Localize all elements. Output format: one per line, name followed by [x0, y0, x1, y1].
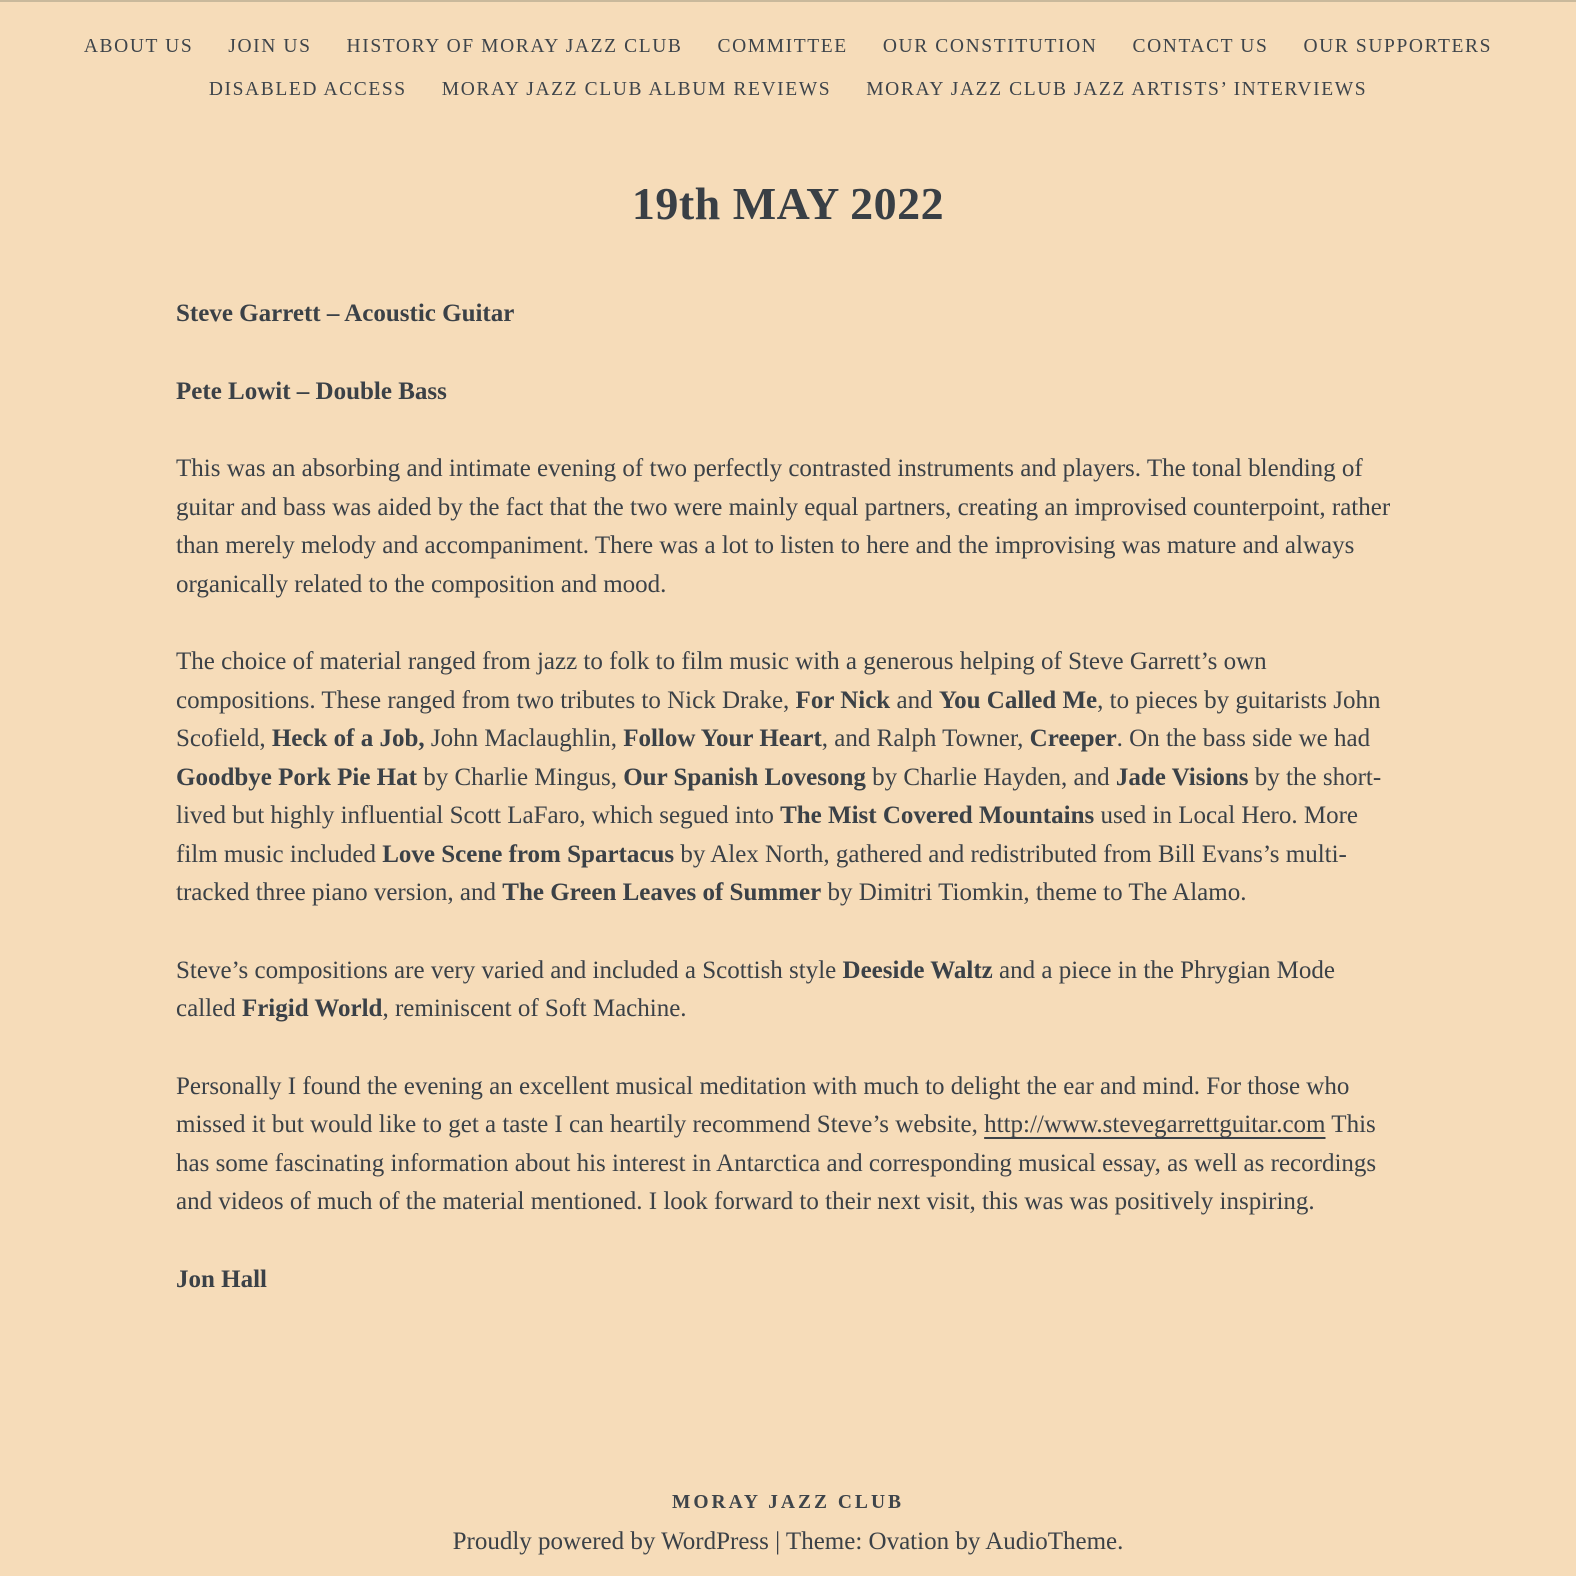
bold-text-run: Heck of a Job, [271, 725, 425, 752]
text-run: by Alex North, gathered and redistributed from Bill Evans’s multi-tracked three piano version, and [176, 840, 1347, 906]
text-run: , and Ralph Towner, [821, 725, 1030, 752]
paragraph-compositions [176, 952, 1400, 1029]
performer-line-guitar [176, 295, 1400, 334]
footer-credits [10, 1526, 1566, 1558]
bold-text-run: Love Scene from Spartacus [382, 840, 675, 868]
main-navigation [14, 2, 1562, 105]
nav-item-committee[interactable]: COMMITTEE [717, 36, 848, 57]
bold-text-run: Goodbye Pork Pie Hat [176, 763, 417, 791]
post-content [176, 295, 1400, 1299]
text-run: Steve’s compositions are very varied and included a Scottish style [176, 956, 843, 984]
text-run: . On the bass side we had [1116, 725, 1371, 752]
footer-site-title-link[interactable]: MORAY JAZZ CLUB [671, 1492, 905, 1513]
text-run: and a piece in the Phrygian Mode called [176, 956, 1336, 1022]
text-run: by Dimitri Tiomkin, theme to The Alamo. [821, 879, 1247, 906]
bold-text-run: Jade Visions [1115, 763, 1249, 791]
bold-text-run: The Green Leaves of Summer [502, 879, 822, 906]
paragraph-material [176, 643, 1400, 913]
text-run: by Charlie Mingus, [416, 763, 624, 791]
nav-item-about-us[interactable]: ABOUT US [83, 36, 194, 57]
text-run: This was an absorbing and intimate evening of two perfectly contrasted instruments and players. The tonal blending of guitar and bass was aided by the fact that the two were mainly equal partners, creating an improvised counterpoint, rather than merely melody and accompaniment. There was a lot to listen to here and the improvising was mature and always organically related to the composition and mood. [176, 455, 1391, 598]
performer-line-bass [176, 373, 1400, 412]
bold-text-run: You Called Me [938, 686, 1098, 714]
audiotheme-credit-link[interactable]: AudioTheme. [985, 1528, 1124, 1555]
author-signature [176, 1261, 1400, 1300]
text-run: , to pieces by guitarists John Scofield, [176, 686, 1381, 752]
nav-item-disabled-access[interactable]: DISABLED ACCESS [208, 79, 407, 100]
text-run: John Maclaughlin, [424, 725, 624, 752]
text-run: and [890, 686, 939, 714]
text-run: used in Local Hero. More film music included [176, 802, 1359, 868]
bold-text-run: Deeside Waltz [842, 956, 993, 984]
text-run: , reminiscent of Soft Machine. [382, 995, 687, 1022]
paragraph-intro [176, 450, 1400, 604]
text-run: Personally I found the evening an excellent musical meditation with much to delight the ear and mind. For those who missed it but would like to get a taste I can heartily recommend Steve’s website, [176, 1072, 1350, 1138]
bold-text-run: For Nick [795, 686, 891, 714]
nav-item-our-constitution[interactable]: OUR CONSTITUTION [882, 36, 1098, 57]
nav-item-album-reviews[interactable]: MORAY JAZZ CLUB ALBUM REVIEWS [441, 79, 832, 100]
nav-item-our-supporters[interactable]: OUR SUPPORTERS [1303, 36, 1493, 57]
bold-text-run: Frigid World [241, 995, 383, 1022]
text-run: by Charlie Hayden, and [865, 763, 1116, 791]
bold-text-run: Follow Your Heart [623, 725, 822, 752]
nav-item-join-us[interactable]: JOIN US [228, 36, 312, 57]
wordpress-credit-link[interactable]: Proudly powered by WordPress [452, 1528, 769, 1555]
bold-text-run: The Mist Covered Mountains [780, 802, 1095, 829]
stevegarrett-website-link[interactable]: http://www.stevegarrettguitar.com [984, 1111, 1326, 1138]
bold-text-run: Jon Hall [176, 1265, 267, 1293]
page-title: 19th MAY 2022 [631, 178, 945, 229]
bold-text-run: Creeper [1029, 725, 1117, 752]
bold-text-run: Steve Garrett – Acoustic Guitar [176, 300, 515, 327]
text-run: The choice of material ranged from jazz to folk to film music with a generous helping of Steve Garrett’s own compositions. These ranged from two tributes to Nick Drake, [176, 648, 1267, 714]
text-run: by the short-lived but highly influential Scott LaFaro, which segued into [176, 763, 1382, 829]
bold-text-run: Pete Lowit – Double Bass [176, 377, 447, 405]
nav-item-history-of-moray-jazz-club[interactable]: HISTORY OF MORAY JAZZ CLUB [346, 36, 683, 57]
site-footer [0, 1462, 1576, 1576]
paragraph-closing [176, 1068, 1400, 1222]
nav-item-contact-us[interactable]: CONTACT US [1132, 36, 1269, 57]
text-run: This has some fascinating information about his interest in Antarctica and corresponding musical essay, as well as recordings and videos of much of the material mentioned. I look forward to their next visit, this was was positively inspiring. [176, 1111, 1377, 1215]
nav-item-jazz-artists-interviews[interactable]: MORAY JAZZ CLUB JAZZ ARTISTS’ INTERVIEWS [866, 79, 1368, 100]
footer-credit-text: | Theme: Ovation by [768, 1528, 986, 1555]
bold-text-run: Our Spanish Lovesong [623, 763, 866, 791]
